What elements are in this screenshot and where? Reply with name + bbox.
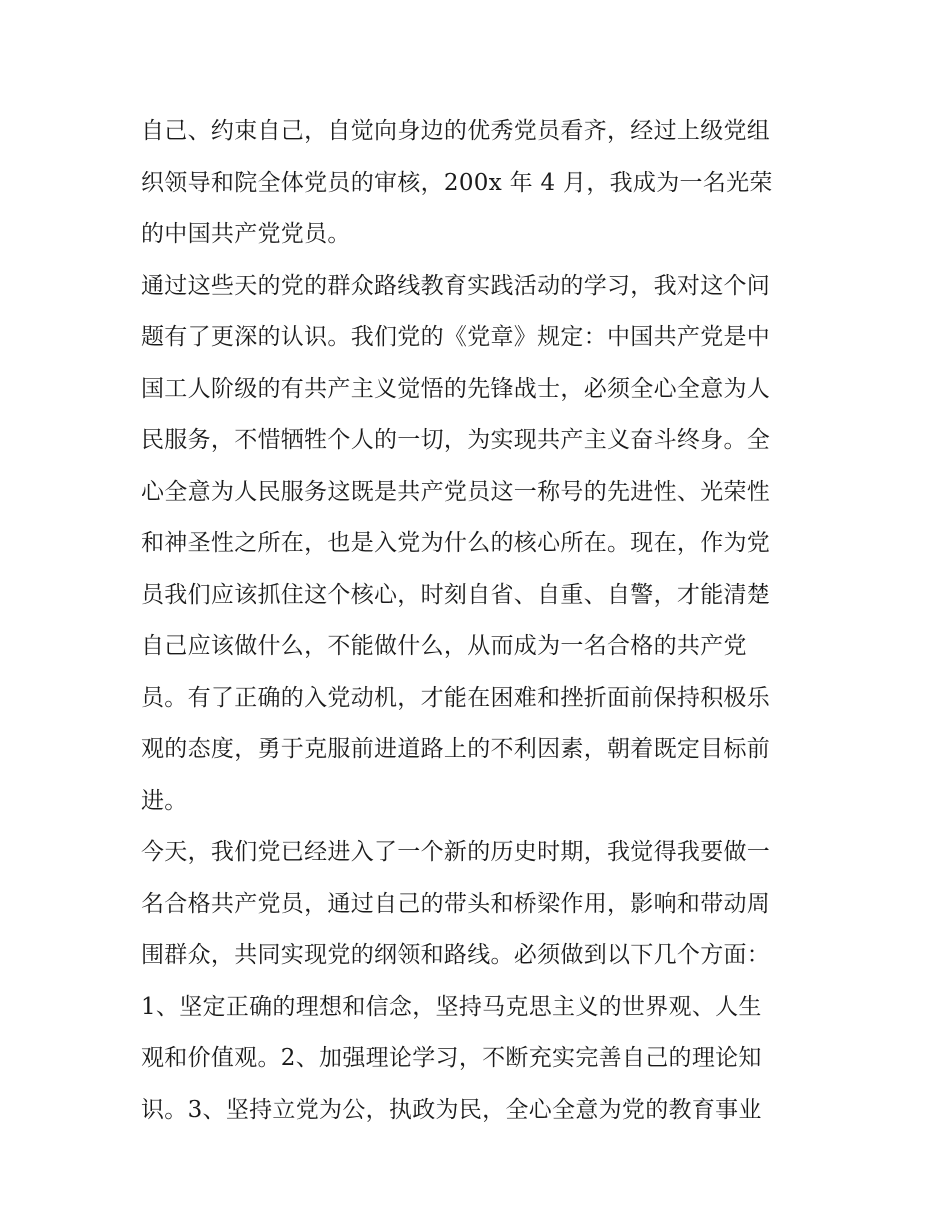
text-line: 名合格共产党员，通过自己的带头和桥梁作用，影响和带动周 bbox=[141, 890, 771, 917]
body-text bbox=[141, 106, 821, 1136]
text-line: 员我们应该抓住这个核心，时刻自省、自重、自警，才能清楚 bbox=[141, 581, 771, 608]
text-line: 自己应该做什么，不能做什么，从而成为一名合格的共产党 bbox=[141, 633, 747, 659]
text-line: 今天，我们党已经进入了一个新的历史时期，我觉得我要做一 bbox=[141, 839, 771, 865]
text-line: 自己、约束自己，自觉向身边的优秀党员看齐，经过上级党组 bbox=[141, 118, 771, 144]
text-line: 观和价值观。2、加强理论学习，不断充实完善自己的理论知 bbox=[141, 1045, 762, 1071]
text-line: 心全意为人民服务这既是共产党员这一称号的先进性、光荣性 bbox=[141, 478, 771, 505]
text-line: 民服务，不惜牺牲个人的一切，为实现共产主义奋斗终身。全 bbox=[141, 427, 771, 453]
text-line: 围群众，共同实现党的纲领和路线。必须做到以下几个方面： bbox=[141, 942, 771, 968]
text-line: 国工人阶级的有共产主义觉悟的先锋战士，必须全心全意为人 bbox=[141, 375, 771, 402]
text-line: 识。3、坚持立党为公，执政为民，全心全意为党的教育事业 bbox=[141, 1096, 762, 1123]
text-line: 和神圣性之所在，也是入党为什么的核心所在。现在，作为党 bbox=[141, 530, 771, 556]
text-line: 1、坚定正确的理想和信念，坚持马克思主义的世界观、人生 bbox=[141, 993, 762, 1020]
text-line: 进。 bbox=[141, 787, 188, 814]
text-line: 的中国共产党党员。 bbox=[141, 221, 351, 247]
text-line: 织领导和院全体党员的审核，200x 年 4 月，我成为一名光荣 bbox=[141, 169, 773, 196]
text-line: 员。有了正确的入党动机，才能在困难和挫折面前保持积极乐 bbox=[141, 684, 771, 711]
text-line: 题有了更深的认识。我们党的《党章》规定：中国共产党是中 bbox=[141, 324, 771, 350]
text-line: 通过这些天的党的群众路线教育实践活动的学习，我对这个问 bbox=[141, 272, 771, 299]
text-line: 观的态度，勇于克服前进道路上的不利因素，朝着既定目标前 bbox=[141, 736, 771, 762]
